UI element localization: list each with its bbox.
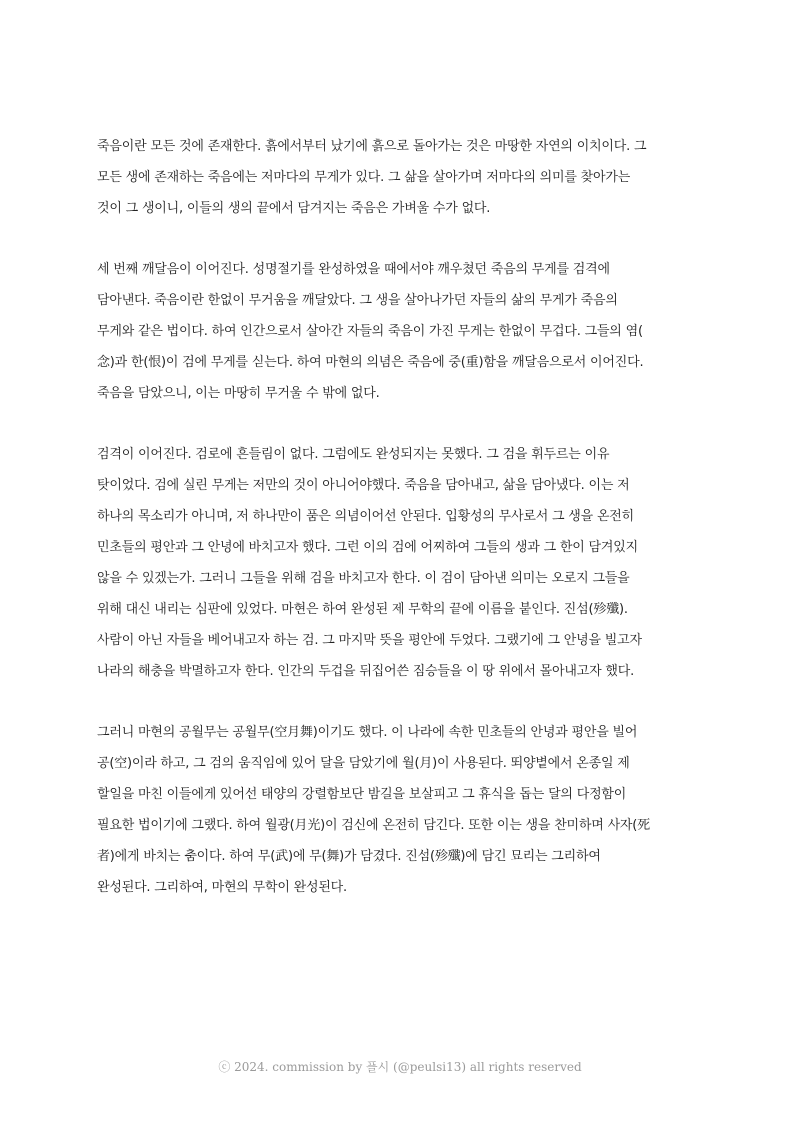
copyright-footer: ⓒ 2024. commission by 플시 (@peulsi13) all rights reserved [218,1060,582,1074]
text-line: 공(空)이라 하고, 그 검의 움직임에 있어 달을 담았기에 월(月)이 사용된다. 뙤양볕에서 온종일 제 [97,756,630,771]
text-line: 세 번째 깨달음이 이어진다. 성명절기를 완성하였을 때에서야 깨우쳤던 죽음의 무게를 검격에 [97,262,610,277]
text-line: 탓이었다. 검에 실린 무게는 저만의 것이 아니어야했다. 죽음을 담아내고, 삶을 담아냈다. 이는 저 [97,478,630,493]
text-line: 하나의 목소리가 아니며, 저 하나만이 품은 의념이어선 안된다. 입황성의 무사로서 그 생을 온전히 [97,509,635,524]
paragraph-1 [97,131,717,224]
text-line: 者)에게 바치는 춤이다. 하여 무(武)에 무(舞)가 담겼다. 진섬(殄殲)에 담긴 묘리는 그리하여 [97,849,601,864]
text-line: 念)과 한(恨)이 검에 무게를 싣는다. 하여 마현의 의념은 죽음에 중(重)함을 깨달음으로서 이어진다. [97,355,644,370]
text-line: 사람이 아닌 자들을 베어내고자 하는 검. 그 마지막 뜻을 평안에 두었다. 그랬기에 그 안녕을 빌고자 [97,633,642,648]
text-line: 민초들의 평안과 그 안녕에 바치고자 했다. 그런 이의 검에 어찌하여 그들의 생과 그 한이 담겨있지 [97,540,638,555]
paragraph-4 [97,717,717,903]
paragraph-3 [97,439,717,687]
text-line: 죽음이란 모든 것에 존재한다. 흙에서부터 났기에 흙으로 돌아가는 것은 마땅한 자연의 이치이다. 그 [97,139,647,154]
text-line: 않을 수 있겠는가. 그러니 그들을 위해 검을 바치고자 한다. 이 검이 담아낸 의미는 오로지 그들을 [97,571,630,586]
text-line: 무게와 같은 법이다. 하여 인간으로서 살아간 자들의 죽음이 가진 무게는 한없이 무겁다. 그들의 염( [97,324,643,339]
text-line: 위해 대신 내리는 심판에 있었다. 마현은 하여 완성된 제 무학의 끝에 이름을 붙인다. 진섬(殄殲). [97,602,628,617]
paragraph-2 [97,254,717,409]
text-line: 완성된다. 그리하여, 마현의 무학이 완성된다. [97,880,347,895]
text-line: 그러니 마현의 공월무는 공월무(空月舞)이기도 했다. 이 나라에 속한 민초들의 안녕과 평안을 빌어 [97,725,638,740]
text-line: 모든 생에 존재하는 죽음에는 저마다의 무게가 있다. 그 삶을 살아가며 저마다의 의미를 찾아가는 [97,170,631,185]
text-line: 할일을 마친 이들에게 있어선 태양의 강렬함보단 밤길을 보살피고 그 휴식을 돕는 달의 다정함이 [97,787,627,802]
text-line: 죽음을 담았으니, 이는 마땅히 무거울 수 밖에 없다. [97,386,380,401]
document-body [97,131,717,933]
text-line: 것이 그 생이니, 이들의 생의 끝에서 담겨지는 죽음은 가벼울 수가 없다. [97,201,491,216]
text-line: 나라의 해충을 박멸하고자 한다. 인간의 두겁을 뒤집어쓴 짐승들을 이 땅 위에서 몰아내고자 했다. [97,664,635,679]
text-line: 담아낸다. 죽음이란 한없이 무거움을 깨달았다. 그 생을 살아나가던 자들의 삶의 무게가 죽음의 [97,293,618,308]
text-line: 필요한 법이기에 그랬다. 하여 월광(月光)이 검신에 온전히 담긴다. 또한 이는 생을 찬미하며 사자(死 [97,818,650,833]
text-line: 검격이 이어진다. 검로에 흔들림이 없다. 그럼에도 완성되지는 못했다. 그 검을 휘두르는 이유 [97,447,610,462]
